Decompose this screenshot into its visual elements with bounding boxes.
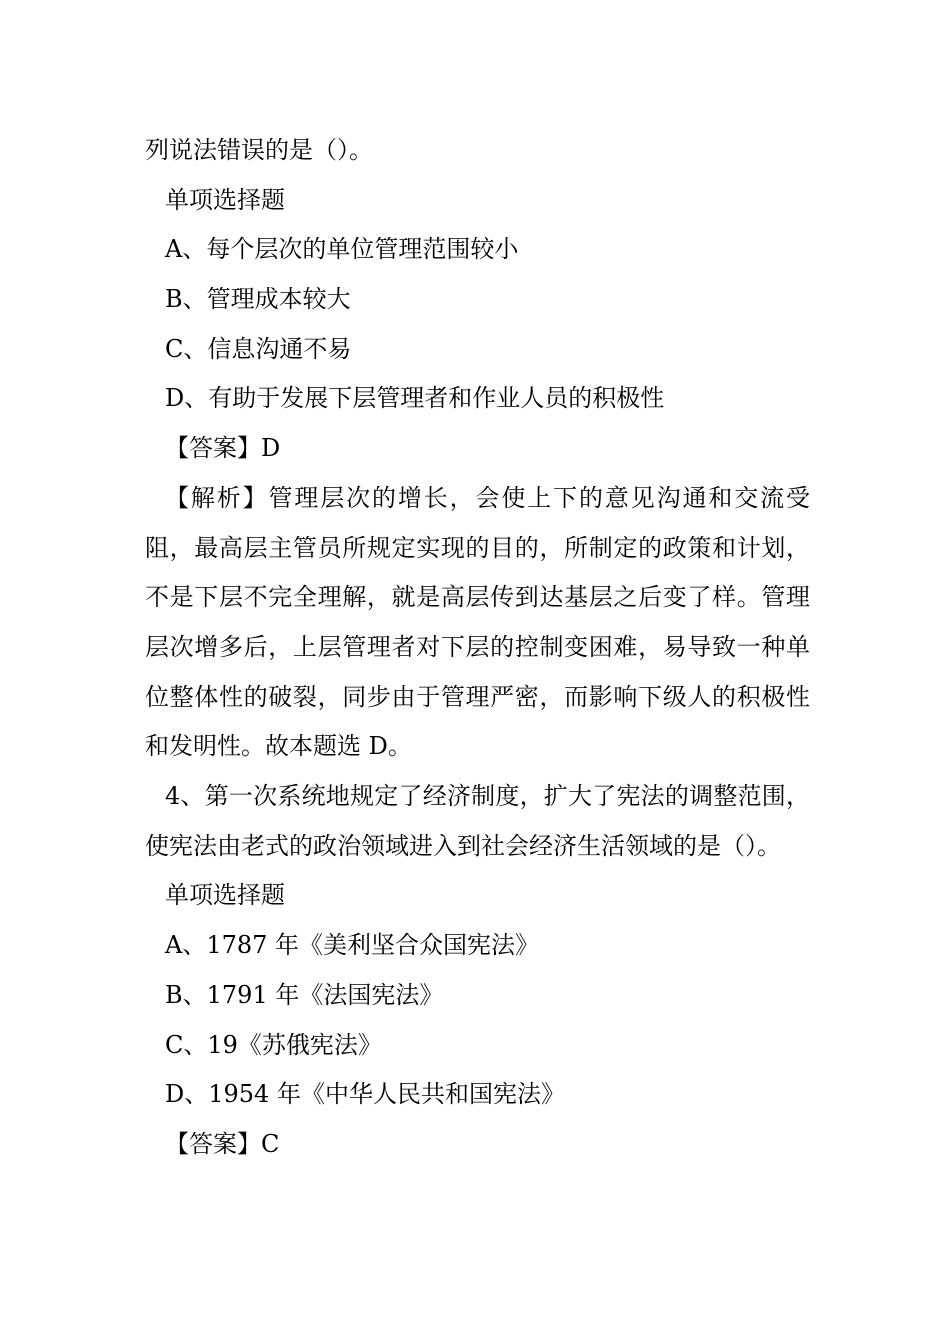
question-4-answer: 【答案】C bbox=[165, 1129, 280, 1158]
question-4-option-c: C、19《苏俄宪法》 bbox=[165, 1030, 382, 1059]
question-4-option-a: A、1787 年《美利坚合众国宪法》 bbox=[165, 931, 540, 960]
question-4-option-d: D、1954 年《中华人民共和国宪法》 bbox=[165, 1080, 565, 1109]
question-3-option-b: B、管理成本较大 bbox=[165, 285, 351, 314]
question-3-option-c: C、信息沟通不易 bbox=[165, 334, 352, 363]
question-4-stem: 4、第一次系统地规定了经济制度，扩大了宪法的调整范围，使宪法由老式的政治领域进入到社会经济生活领域的是（）。 bbox=[145, 782, 810, 860]
question-3-answer: 【答案】D bbox=[165, 434, 281, 463]
question-4-type: 单项选择题 bbox=[165, 881, 285, 910]
document-body bbox=[145, 126, 810, 1170]
question-3-option-a: A、每个层次的单位管理范围较小 bbox=[165, 235, 519, 264]
question-3-analysis: 【解析】管理层次的增长，会使上下的意见沟通和交流受阻，最高层主管员所规定实现的目的，所制定的政策和计划，不是下层不完全理解，就是高层传到达基层之后变了样。管理层次增多后，上层管理者对下层的控制变困难，易导致一种单位整体性的破裂，同步由于管理严密，而影响下级人的积极性和发明性。故本题选 D。 bbox=[145, 483, 810, 761]
question-4-option-b: B、1791 年《法国宪法》 bbox=[165, 980, 444, 1009]
question-3-option-d: D、有助于发展下层管理者和作业人员的积极性 bbox=[165, 384, 665, 413]
question-3-type: 单项选择题 bbox=[165, 185, 285, 214]
question-3-stem-tail: 列说法错误的是（）。 bbox=[145, 136, 373, 164]
